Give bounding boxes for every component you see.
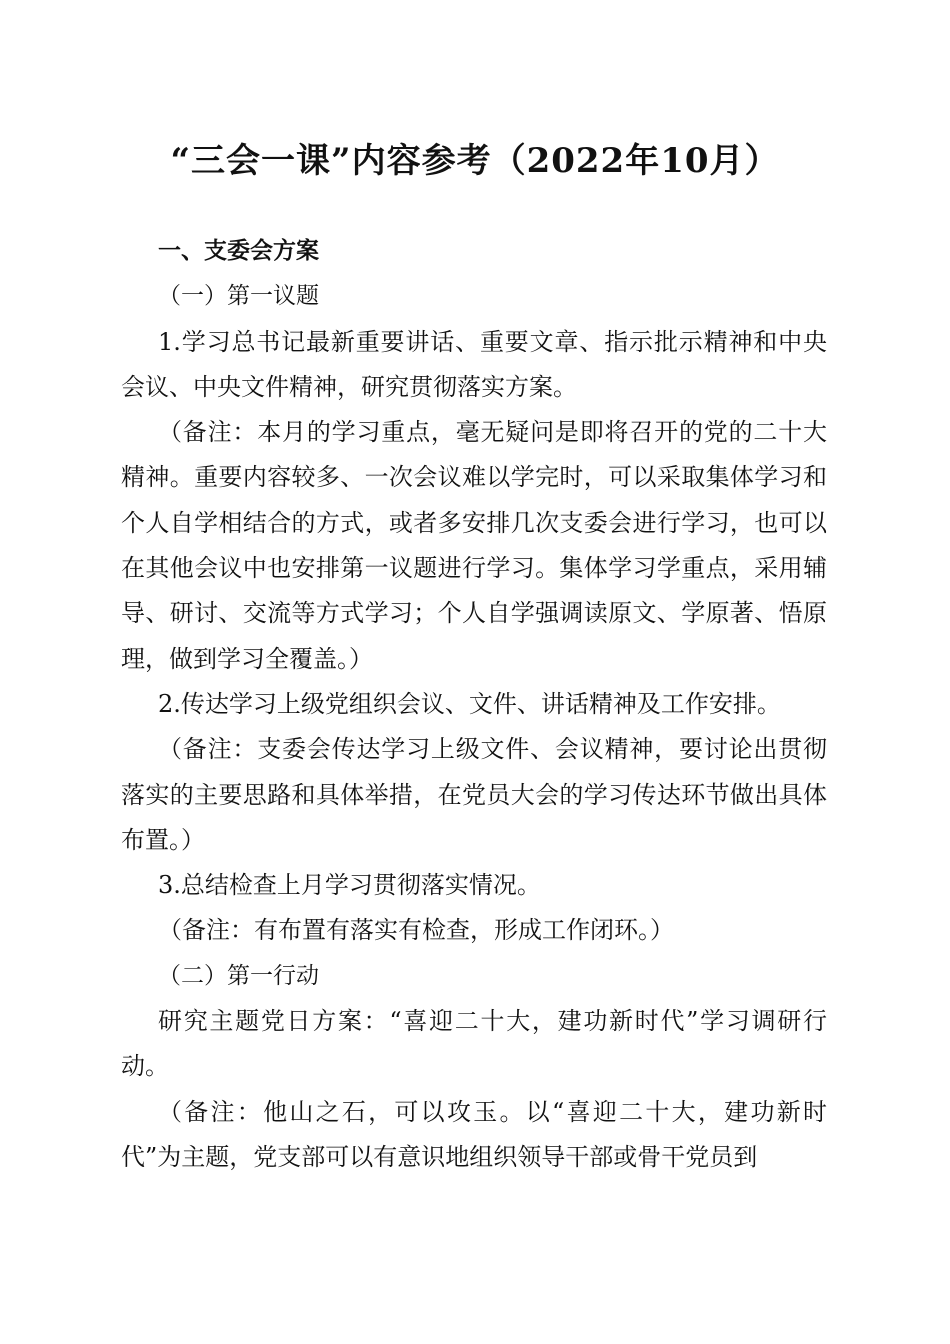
subheading-first-agenda: （一）第一议题: [158, 283, 319, 310]
item-1: 1.学习总书记最新重要讲话、重要文章、指示批示精神和中央会议、中央文件精神，研究贯彻落实方案。: [121, 327, 827, 401]
subheading-first-action: （二）第一行动: [158, 962, 319, 989]
note-3: （备注：有布置有落实有检查，形成工作闭环。）: [158, 916, 674, 945]
note-1: （备注：本月的学习重点，毫无疑问是即将召开的党的二十大精神。重要内容较多、一次会议难以学完时，可以采取集体学习和个人自学相结合的方式，或者多安排几次支委会进行学习，也可以在其他会议中也安排第一议题进行学习。集体学习学重点，采用辅导、研讨、交流等方式学习；个人自学强调读原文、学原著、悟原理，做到学习全覆盖。）: [121, 418, 827, 673]
note-2: （备注：支委会传达学习上级文件、会议精神，要讨论出贯彻落实的主要思路和具体举措，在党员大会的学习传达环节做出具体布置。）: [121, 735, 827, 854]
section-heading-branch-committee: 一、支委会方案: [158, 238, 319, 264]
document-body: [121, 229, 827, 1180]
document-title: “三会一课”内容参考（2022年10月）: [170, 141, 780, 181]
action-item: 研究主题党日方案：“喜迎二十大，建功新时代”学习调研行动。: [121, 1007, 827, 1081]
note-4: （备注：他山之石，可以攻玉。以“喜迎二十大，建功新时代”为主题，党支部可以有意识地组织领导干部或骨干党员到: [121, 1097, 827, 1171]
item-3: 3.总结检查上月学习贯彻落实情况。: [158, 871, 541, 900]
item-2: 2.传达学习上级党组织会议、文件、讲话精神及工作安排。: [158, 689, 781, 718]
